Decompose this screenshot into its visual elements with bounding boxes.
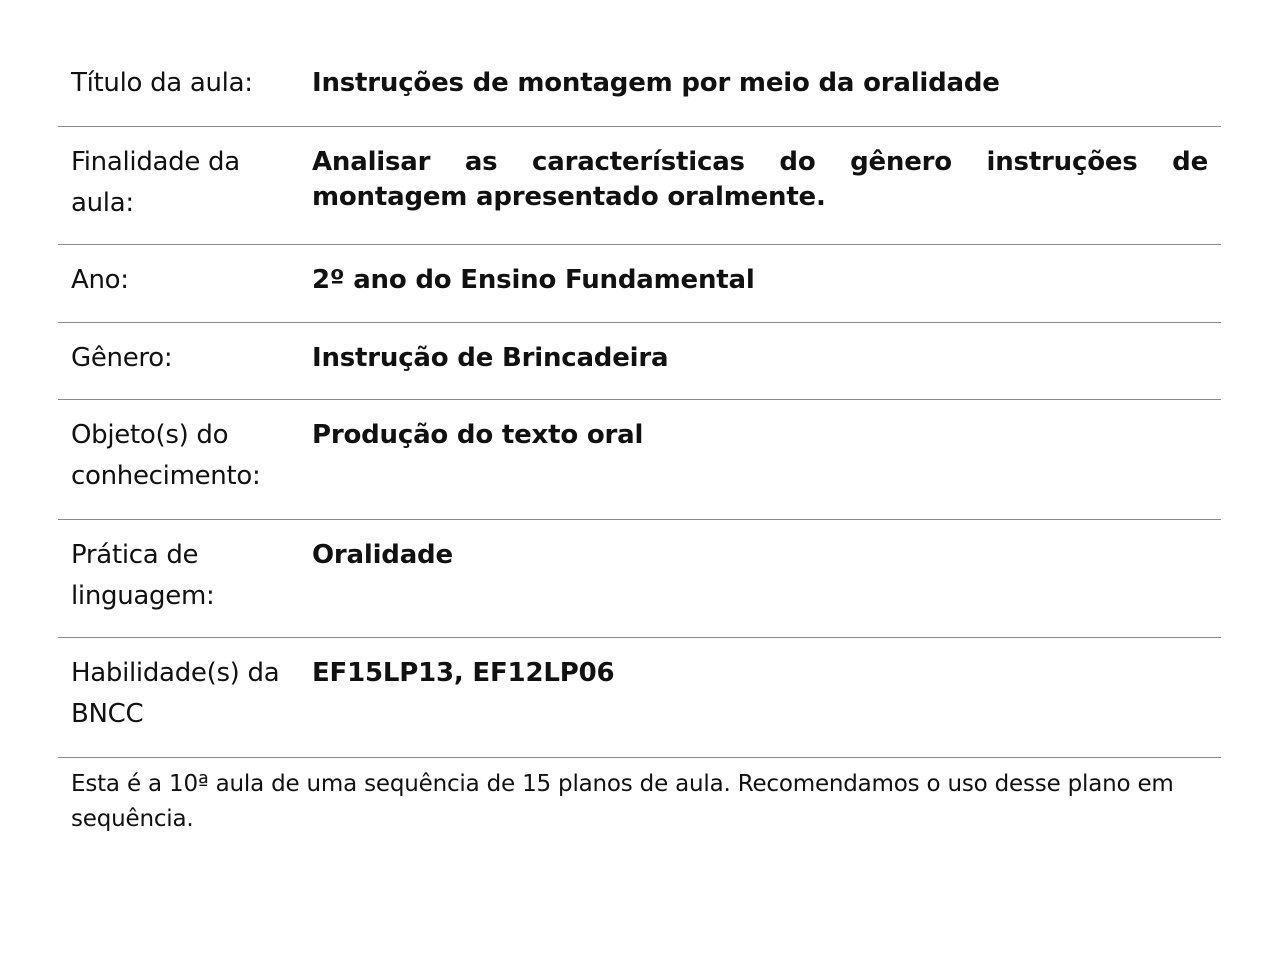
row-label: Título da aula: xyxy=(58,48,299,126)
row-value: Instrução de Brincadeira xyxy=(299,322,1221,399)
lesson-info-table xyxy=(58,48,1221,758)
table-row-language-practice xyxy=(58,519,1221,637)
table-row-bncc-skills xyxy=(58,637,1221,757)
row-label: Finalidade da aula: xyxy=(58,126,299,244)
table-row-lesson-title xyxy=(58,48,1221,126)
row-value: EF15LP13, EF12LP06 xyxy=(299,637,1221,757)
row-value: Instruções de montagem por meio da oralidade xyxy=(299,48,1221,126)
row-value: 2º ano do Ensino Fundamental xyxy=(299,244,1221,322)
table-row-genre xyxy=(58,322,1221,399)
table-row-year xyxy=(58,244,1221,322)
row-label: Ano: xyxy=(58,244,299,322)
row-label: Habilidade(s) da BNCC xyxy=(58,637,299,757)
table-row-lesson-purpose xyxy=(58,126,1221,244)
table-row-knowledge-objects xyxy=(58,399,1221,519)
row-value: Analisar as características do gênero instruções de montagem apresentado oralmente. xyxy=(299,126,1221,244)
row-value: Produção do texto oral xyxy=(299,399,1221,519)
row-label: Objeto(s) do conhecimento: xyxy=(58,399,299,519)
row-label: Prática de linguagem: xyxy=(58,519,299,637)
sequence-note: Esta é a 10ª aula de uma sequência de 15 planos de aula. Recomendamos o uso desse plano em sequência. xyxy=(71,770,1174,832)
lesson-plan-sheet xyxy=(58,48,1221,837)
row-label: Gênero: xyxy=(58,322,299,399)
row-value: Oralidade xyxy=(299,519,1221,637)
